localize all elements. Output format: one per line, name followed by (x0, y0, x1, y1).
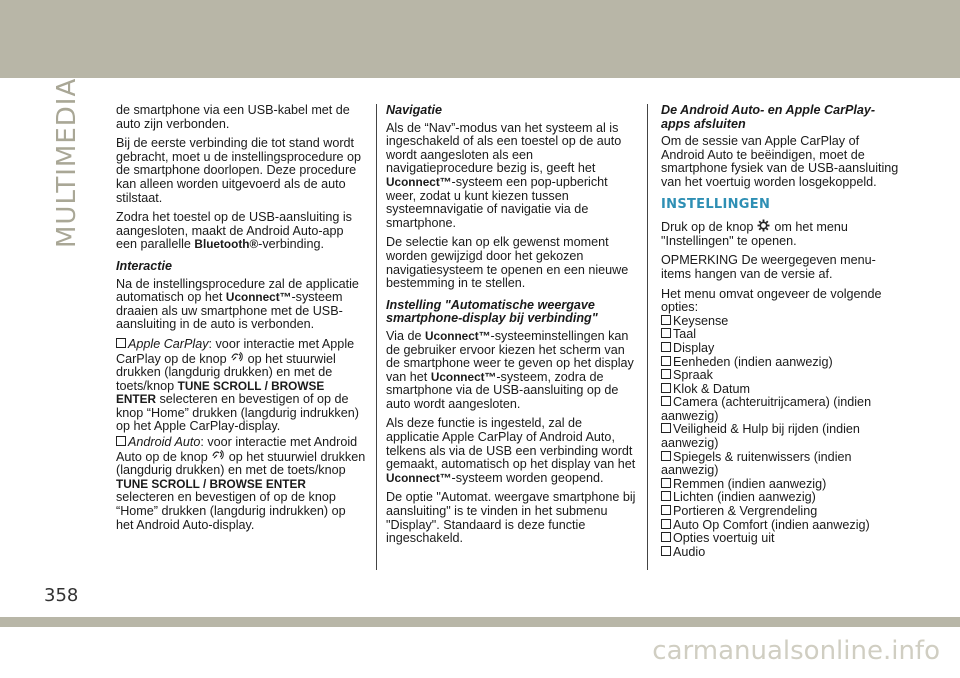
column-1 (116, 104, 366, 538)
option-item: Taal (661, 328, 901, 342)
option-item: Opties voertuig uit (661, 532, 901, 546)
paragraph: Via de Uconnect™-systeeminstellingen kan de gebruiker ervoor kiezen het scherm van de smartphone weer te geven op het display van het Uconnect™-systeem, zodra de smartphone via de USB-aansluiting op de auto wordt aangesloten. (386, 328, 634, 411)
subheading-instelling: Instelling "Automatische weergave smartphone-display bij verbinding" (386, 297, 598, 326)
option-item: Camera (achteruitrijcamera) (indien aanwezig) (661, 395, 872, 423)
checkbox-bullet-icon (661, 396, 671, 406)
bottom-band (0, 617, 960, 627)
paragraph: de smartphone via een USB-kabel met de auto zijn verbonden. (116, 103, 350, 131)
option-item: Remmen (indien aanwezig) (661, 478, 901, 492)
paragraph: Zodra het toestel op de USB-aansluiting is aangesloten, maakt de Android Auto-app een parallelle Bluetooth®-verbinding. (116, 210, 352, 252)
option-item: Eenheden (indien aanwezig) (661, 356, 901, 370)
option-item: Veiligheid & Hulp bij rijden (indien aanwezig) (661, 422, 860, 451)
checkbox-bullet-icon (661, 383, 671, 393)
checkbox-bullet-icon (661, 532, 671, 542)
option-item: Keysense (661, 315, 901, 329)
option-item: Klok & Datum (661, 383, 901, 397)
option-item: Spraak (661, 369, 901, 383)
checkbox-bullet-icon (661, 451, 671, 461)
checkbox-bullet-icon (116, 436, 126, 446)
column-3 (661, 104, 901, 559)
option-item: Portieren & Vergrendeling (661, 505, 901, 519)
voice-command-icon (211, 450, 225, 465)
column-2 (386, 104, 636, 552)
subheading-interactie: Interactie (116, 258, 172, 273)
subheading-afsluiten: De Android Auto- en Apple CarPlay-apps afsluiten (661, 103, 876, 131)
option-item: Spiegels & ruitenwissers (indien aanwezig) (661, 449, 852, 478)
options-list (661, 315, 901, 560)
option-item: Lichten (indien aanwezig) (661, 491, 901, 505)
column-divider (647, 104, 648, 570)
checkbox-bullet-icon (661, 328, 671, 338)
checkbox-bullet-icon (661, 505, 671, 515)
paragraph: OPMERKING De weergegeven menu-items hangen van de versie af. (661, 253, 876, 281)
bullet-android-auto: Android Auto: voor interactie met Android Auto op de knop op het stuurwiel drukken (langdurig drukken) en met de toets/knop TUNE SCROLL / BROWSE ENTER selecteren en bevestigen of op de knop “Home” drukken (langdurig indrukken) op het Android Auto-display. (116, 435, 366, 532)
checkbox-bullet-icon (661, 546, 671, 556)
option-item: Auto Op Comfort (indien aanwezig) (661, 519, 901, 533)
checkbox-bullet-icon (661, 491, 671, 501)
paragraph: Om de sessie van Apple CarPlay of Android Auto te beëindigen, moet de smartphone fysiek van de USB-aansluiting van het voertuig worden losgekoppeld. (661, 134, 899, 189)
paragraph: De selectie kan op elk gewenst moment worden gewijzigd door het gekozen navigatiesysteem te openen en een nieuwe bestemming in te stellen. (386, 235, 629, 291)
checkbox-bullet-icon (661, 519, 671, 529)
page-number: 358 (44, 585, 79, 606)
subheading-navigatie: Navigatie (386, 103, 442, 117)
top-band (0, 0, 960, 78)
paragraph: Als deze functie is ingesteld, zal de applicatie Apple CarPlay of Android Auto, telkens als via de USB een verbinding wordt gemaakt, automatisch op het display van het Uconnect™-systeem worden geopend. (386, 416, 636, 485)
paragraph: Het menu omvat ongeveer de volgende opties: (661, 286, 882, 315)
option-item: Audio (661, 546, 901, 560)
checkbox-bullet-icon (661, 478, 671, 488)
settings-gear-icon (757, 219, 771, 231)
paragraph: De optie "Automat. weergave smartphone bij aansluiting" is te vinden in het submenu "Display". Standaard is deze functie ingeschakeld. (386, 490, 636, 546)
checkbox-bullet-icon (661, 342, 671, 352)
paragraph: Bij de eerste verbinding die tot stand wordt gebracht, moet u de instellingsprocedure op de smartphone doorlopen. Deze procedure kan alleen worden uitgevoerd als de auto stilstaat. (116, 136, 362, 205)
checkbox-bullet-icon (661, 315, 671, 325)
option-item: Display (661, 342, 901, 356)
paragraph: Na de instellingsprocedure zal de applicatie automatisch op het Uconnect™-systeem draaien als uw smartphone met de USB-aansluiting in de auto is verbonden. (116, 276, 359, 332)
checkbox-bullet-icon (116, 338, 126, 348)
paragraph: Druk op de knop om het menu "Instellingen" te openen. (661, 220, 848, 248)
checkbox-bullet-icon (661, 369, 671, 379)
column-divider (376, 104, 377, 570)
section-label: MULTIMEDIA (52, 77, 82, 248)
checkbox-bullet-icon (661, 423, 671, 433)
voice-command-icon (230, 352, 244, 367)
section-heading-instellingen: INSTELLINGEN (661, 196, 771, 212)
paragraph: Als de “Nav”-modus van het systeem al is ingeschakeld of als een toestel op de auto wordt aangesloten als een navigatieprocedure bezig is, geeft het Uconnect™-systeem een pop-upbericht weer, zodat u kunt kiezen tussen systeemnavigatie of navigatie via de smartphone. (386, 120, 622, 230)
bullet-apple-carplay: Apple CarPlay: voor interactie met Apple CarPlay op de knop op het stuurwiel drukken (langdurig drukken) en met de toets/knop TUNE SCROLL / BROWSE ENTER selecteren en bevestigen of op de knop “Home” drukken (langdurig indrukken) op het Apple CarPlay-display. (116, 336, 359, 434)
watermark: carmanualsonline.info (652, 636, 940, 666)
checkbox-bullet-icon (661, 356, 671, 366)
